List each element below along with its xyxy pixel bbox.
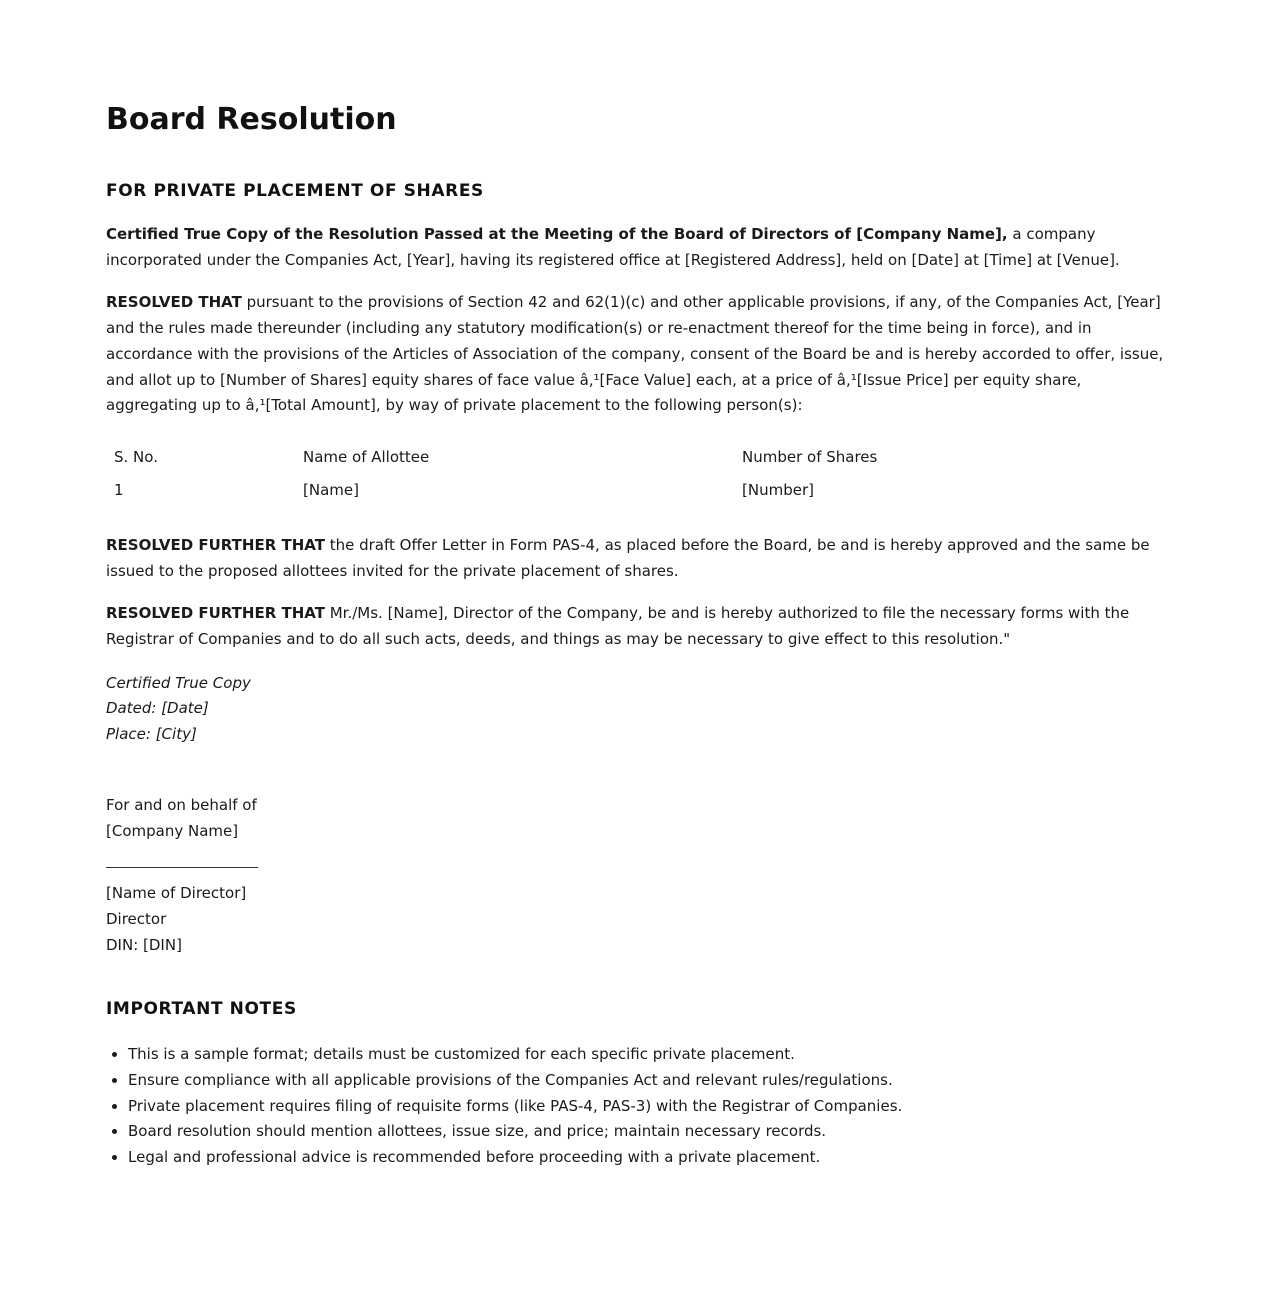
- table-cell-name: [Name]: [303, 481, 359, 500]
- resolution-1-text: pursuant to the provisions of Section 42 and 62(1)(c) and other applicable provisions, if any, of the Companies Act, [Year] and the rules made thereunder (including any statutory modification(s) or re-enactment thereof for the time being in force), and in accordance with the provisions of the Articles of Association of the company, consent of the Board be and is hereby accorded to offer, issue, and allot up to [Number of Shares] equity shares of face value â‚¹[Face Value] each, at a price of â‚¹[Issue Price] per equity share, aggregating up to â‚¹[Total Amount], by way of private placement to the following person(s):: [106, 293, 1164, 415]
- table-header-sno: S. No.: [114, 447, 158, 466]
- signatory-name: [Name of Director]: [106, 884, 247, 903]
- signature-line: [106, 867, 258, 868]
- allottee-table: [106, 440, 1042, 507]
- resolution-1-lead: RESOLVED THAT: [106, 293, 242, 312]
- document-title: Board Resolution: [106, 102, 397, 137]
- table-cell-shares: [Number]: [742, 481, 814, 500]
- behalf-company: [Company Name]: [106, 821, 239, 840]
- signatory-din: DIN: [DIN]: [106, 935, 182, 954]
- resolution-paragraph-1: [106, 290, 1172, 419]
- document-subtitle: FOR PRIVATE PLACEMENT OF SHARES: [106, 181, 484, 201]
- resolution-2-text: the draft Offer Letter in Form PAS-4, as placed before the Board, be and is hereby approved and the same be issued to the proposed allottees invited for the private placement of shares.: [106, 535, 1150, 580]
- resolution-3-text: Mr./Ms. [Name], Director of the Company, be and is hereby authorized to file the necessary forms with the Registrar of Companies and to do all such acts, deeds, and things as may be necessary to give effect to this resolution.": [106, 604, 1130, 649]
- notes-heading: IMPORTANT NOTES: [106, 999, 297, 1020]
- table-header-name: Name of Allottee: [303, 447, 430, 466]
- list-item: • Legal and professional advice is recommended before proceeding with a private placement.: [128, 1145, 1172, 1171]
- certification-block: [106, 671, 1172, 748]
- list-item: • Private placement requires filing of requisite forms (like PAS-4, PAS-3) with the Registrar of Companies.: [128, 1094, 1172, 1120]
- resolution-paragraph-3: [106, 601, 1172, 652]
- behalf-block: [106, 793, 1172, 844]
- certification-date: Dated: [Date]: [106, 699, 209, 718]
- table-header-row: [106, 440, 1042, 474]
- notes-list: [106, 1042, 1172, 1171]
- table-header-shares: Number of Shares: [742, 447, 878, 466]
- behalf-label: For and on behalf of: [106, 795, 257, 814]
- certification-label: Certified True Copy: [106, 673, 251, 692]
- resolution-3-lead: RESOLVED FURTHER THAT: [106, 604, 325, 623]
- intro-bold-text: Certified True Copy of the Resolution Passed at the Meeting of the Board of Directors of [Company Name],: [106, 225, 1008, 243]
- signatory-block: [106, 881, 1172, 958]
- table-row: [106, 473, 1042, 507]
- list-item: • Ensure compliance with all applicable provisions of the Companies Act and relevant rules/regulations.: [128, 1068, 1172, 1094]
- list-item: • This is a sample format; details must be customized for each specific private placement.: [128, 1042, 1172, 1068]
- resolution-2-lead: RESOLVED FURTHER THAT: [106, 535, 325, 554]
- signatory-designation: Director: [106, 909, 167, 928]
- intro-paragraph: [106, 222, 1172, 273]
- table-cell-sno: 1: [114, 481, 124, 500]
- certification-place: Place: [City]: [106, 725, 197, 744]
- list-item: • Board resolution should mention allottees, issue size, and price; maintain necessary records.: [128, 1119, 1172, 1145]
- intro-text: a company incorporated under the Companies Act, [Year], having its registered office at [Registered Address], held on [Date] at [Time] at [Venue].: [106, 225, 1120, 269]
- resolution-paragraph-2: [106, 533, 1172, 584]
